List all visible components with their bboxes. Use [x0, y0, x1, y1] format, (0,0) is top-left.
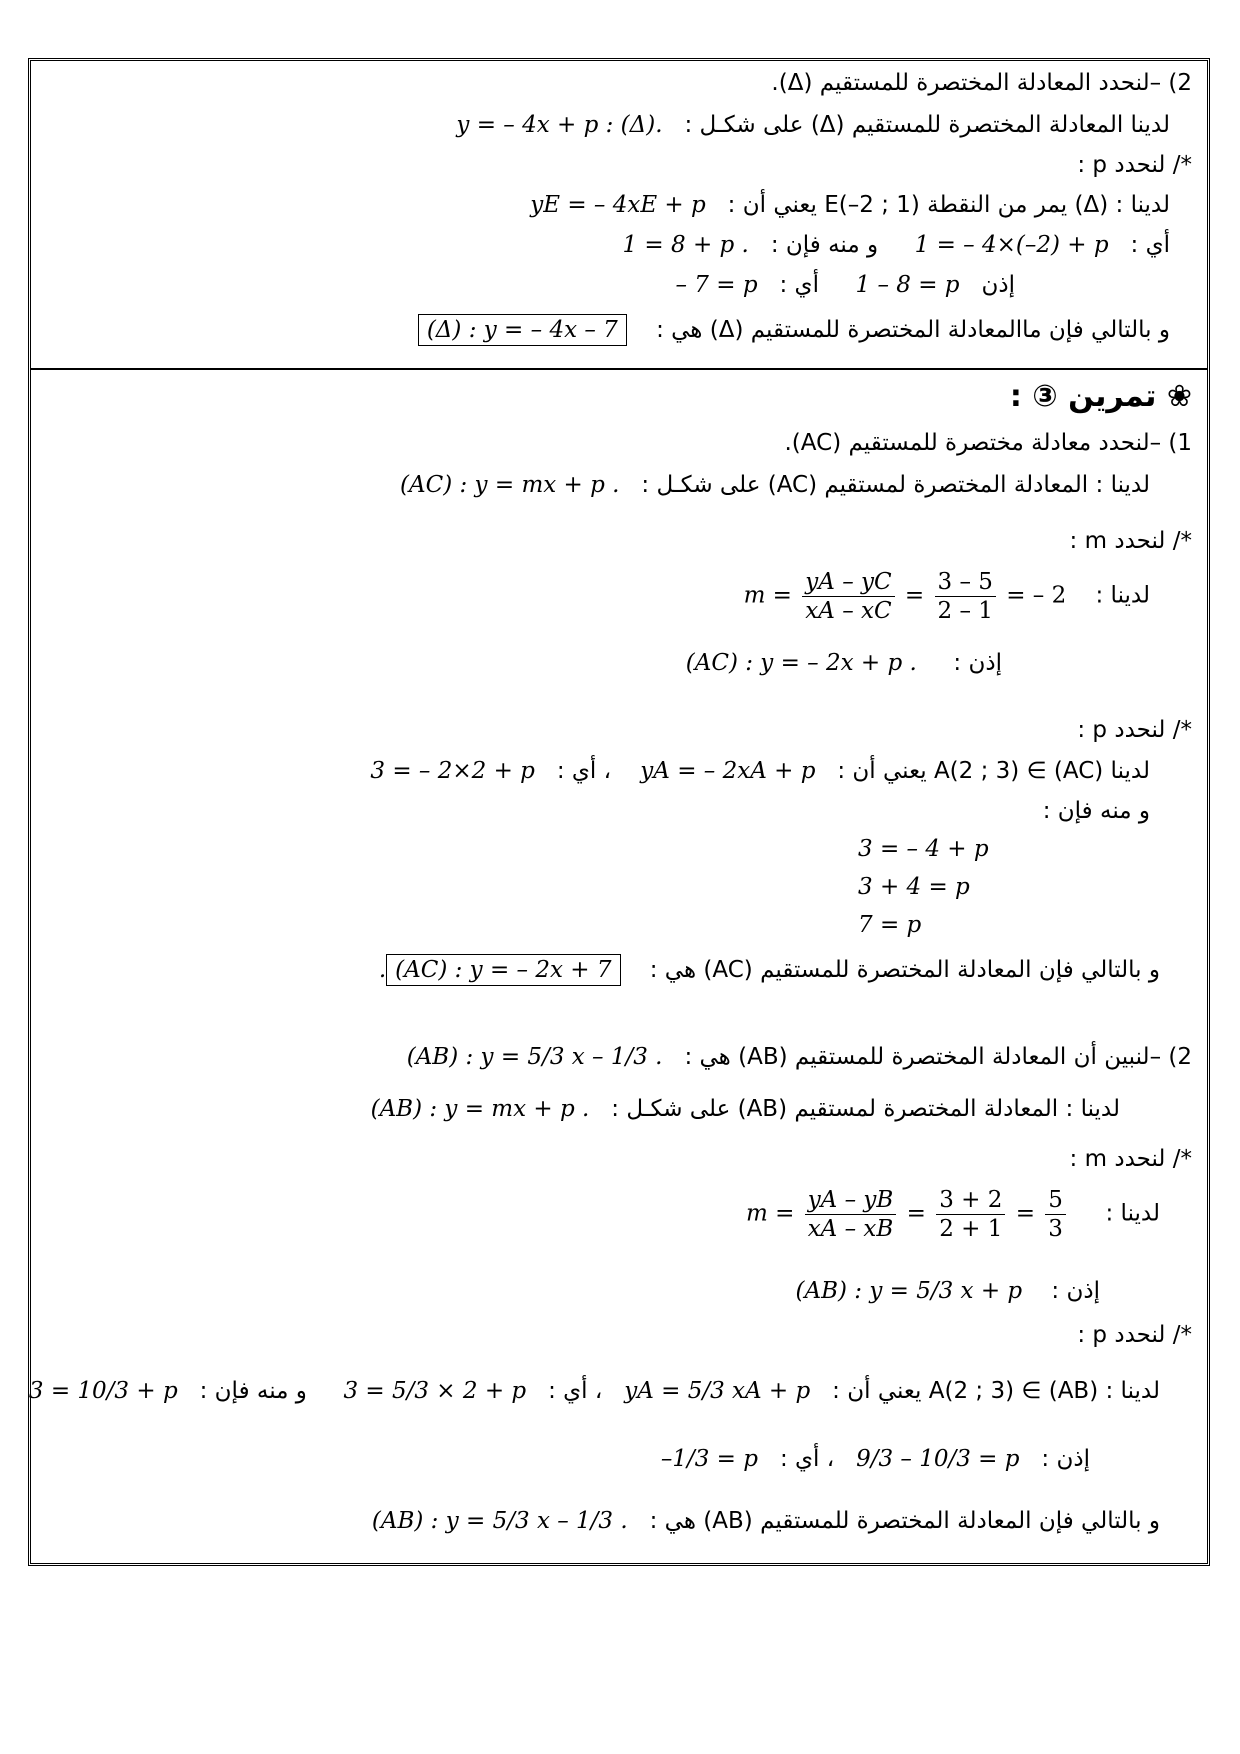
p-value-math: – 7 = p [675, 272, 758, 298]
ac-point-math: yA = – 2xA + p [640, 758, 816, 784]
find-p-heading-ac: */ لنحدد p : [1077, 717, 1192, 743]
exercise-title: ❀ تمرين ③ : [1009, 379, 1192, 414]
ab-solve-math: 9/3 – 10/3 = p [856, 1446, 1020, 1472]
m-result: = – 2 [1006, 582, 1067, 609]
idhan-label: إذن [981, 272, 1015, 298]
idhan-label-ac: إذن : [953, 650, 1002, 676]
m-fraction-ab: m = $\frac{yA - yB}{xA - xB}$ = $\frac{3 + 2}{2 + 1}$ = $\frac{5}{3}$ [746, 1186, 1069, 1243]
find-m-heading-ab: */ لنحدد m : [1069, 1146, 1192, 1172]
boxed-equation-ac: (AC) : y = – 2x + 7 [386, 954, 620, 986]
wa-minhu-ab: و منه فإن : [199, 1378, 307, 1404]
step-math: 3 = – 4 + p [858, 836, 989, 862]
line-solve [676, 270, 1016, 300]
wa-minhu-label: و منه فإن : [770, 232, 879, 258]
numerator: 5 [1045, 1186, 1066, 1215]
find-p-heading: */ لنحدد p : [1077, 152, 1192, 178]
numerator: 3 + 2 [936, 1186, 1005, 1215]
numerator: yA – yC [802, 568, 894, 597]
q2-form [371, 1094, 1120, 1124]
denominator: xA – xB [807, 1216, 894, 1242]
ac-step-2 [858, 872, 970, 902]
numerator: 3 – 5 [935, 568, 996, 597]
ab-point-text: لدينا : A(2 ; 3) ∈ (AB) يعني أن : [832, 1378, 1160, 1404]
denominator: xA – xC [805, 598, 892, 624]
ab-result-math: –1/3 = p [660, 1446, 758, 1472]
boxed-equation-delta: (Δ) : y = – 4x – 7 [418, 314, 627, 346]
page-frame [28, 58, 1210, 1566]
find-p-heading-ab: */ لنحدد p : [1077, 1322, 1192, 1348]
ac-step-1 [858, 834, 989, 864]
wa-minhu-ac: و منه فإن : [1042, 798, 1150, 824]
line-passes [530, 190, 1170, 220]
ay-label-ab: ، أي : [548, 1378, 603, 1404]
ac-conclusion-text: و بالتالي فإن المعادلة المختصرة للمستقيم (AC) هي : [649, 957, 1160, 983]
lada-label: لدينا : [1095, 582, 1150, 609]
denominator: 3 [1048, 1216, 1063, 1242]
step2-title: 2) –لنحدد المعادلة المختصرة للمستقيم (Δ). [771, 70, 1192, 96]
conclusion-text: و بالتالي فإن ماالمعادلة المختصرة للمستقيم (Δ) هي : [656, 317, 1170, 343]
ab-conclusion-line [372, 1506, 1160, 1536]
m-calc-ac [744, 568, 1150, 625]
ay-label: أي : [1130, 232, 1170, 258]
q2-form-math: (AB) : y = mx + p . [370, 1096, 590, 1122]
m-fraction-ac: m = $\frac{yA - yC}{xA - xC}$ = $\frac{3 - 5}{2 - 1}$ = – 2 [743, 569, 1067, 624]
fraction-y-x [802, 568, 894, 625]
substitute-math: 1 = – 4×(–2) + p [914, 232, 1109, 258]
passes-math: yE = – 4xE + p [530, 192, 706, 218]
find-m-heading-ac: */ لنحدد m : [1069, 528, 1192, 554]
denominator: 2 + 1 [939, 1216, 1003, 1242]
step-math: 3 + 4 = p [858, 874, 970, 900]
solve-math: 1 – 8 = p [855, 272, 960, 298]
denominator: 2 – 1 [937, 598, 993, 624]
ac-point-math2: 3 = – 2×2 + p [370, 758, 535, 784]
passes-text: لدينا : (Δ) يمر من النقطة E(–2 ; 1) يعني أن : [727, 192, 1170, 218]
fraction-values [936, 1186, 1005, 1243]
q1-form-text: لدينا : المعادلة المختصرة لمستقيم (AC) على شكـل : [641, 472, 1150, 498]
q1-form-math: (AC) : y = mx + p . [400, 472, 620, 498]
step-math: 7 = p [858, 912, 922, 938]
ac-step-3 [858, 910, 921, 940]
q1-title: 1) –لنحدد معادلة مختصرة للمستقيم (AC). [784, 430, 1192, 456]
q1-form [400, 470, 1150, 500]
line-form [456, 110, 1170, 140]
fraction-result [1045, 1186, 1066, 1243]
ab-point-math3: 3 = 10/3 + p [28, 1378, 178, 1404]
form-math: y = – 4x + p : (Δ). [456, 112, 663, 138]
idhan-ab-math: (AB) : y = 5/3 x + p [795, 1278, 1023, 1304]
ac-point-line [370, 756, 1150, 786]
numerator: yA – yB [805, 1186, 897, 1215]
ab-point-line [29, 1376, 1160, 1406]
ab-solve-line [661, 1444, 1090, 1474]
m-lhs: m = [745, 1200, 795, 1227]
idhan-ac [686, 648, 1002, 678]
ab-conclusion-math: (AB) : y = 5/3 x – 1/3 . [371, 1508, 628, 1534]
m-calc-ab [746, 1186, 1160, 1243]
fraction-values [935, 568, 996, 625]
ab-point-math: yA = 5/3 xA + p [624, 1378, 811, 1404]
ab-point-math2: 3 = 5/3 × 2 + p [343, 1378, 527, 1404]
line-substitute [622, 230, 1170, 260]
ab-conclusion-text: و بالتالي فإن المعادلة المختصرة للمستقيم (AB) هي : [649, 1508, 1160, 1534]
q2-form-text: لدينا : المعادلة المختصرة لمستقيم (AB) على شكـل : [611, 1096, 1120, 1122]
m-lhs: m = [743, 582, 792, 609]
q2-title-text: 2) –لنبين أن المعادلة المختصرة للمستقيم (AB) هي : [684, 1044, 1192, 1070]
ay-label-ab2: ، أي : [779, 1446, 835, 1472]
ac-point-text: لدينا A(2 ; 3) ∈ (AC) يعني أن : [837, 758, 1150, 784]
q2-title-math: (AB) : y = 5/3 x – 1/3 . [406, 1044, 663, 1070]
simplified-math: 1 = 8 + p . [622, 232, 749, 258]
lada-label-ab: لدينا : [1105, 1200, 1160, 1227]
idhan-label-ab2: إذن : [1041, 1446, 1090, 1472]
idhan-ab [796, 1276, 1100, 1306]
ac-conclusion-line: و بالتالي فإن المعادلة المختصرة للمستقيم (AC) هي : (AC) : y = – 2x + 7. [379, 954, 1160, 986]
idhan-ac-math: (AC) : y = – 2x + p . [685, 650, 917, 676]
line-conclusion-delta [418, 314, 1170, 346]
ay-label-2: أي : [779, 272, 819, 298]
idhan-label-ab: إذن : [1051, 1278, 1100, 1304]
q2-title [407, 1042, 1192, 1072]
ay-label-ac: ، أي : [556, 758, 612, 784]
fraction-y-x [805, 1186, 897, 1243]
section-divider [31, 368, 1207, 370]
form-text: لدينا المعادلة المختصرة للمستقيم (Δ) على شكـل : [684, 112, 1170, 138]
